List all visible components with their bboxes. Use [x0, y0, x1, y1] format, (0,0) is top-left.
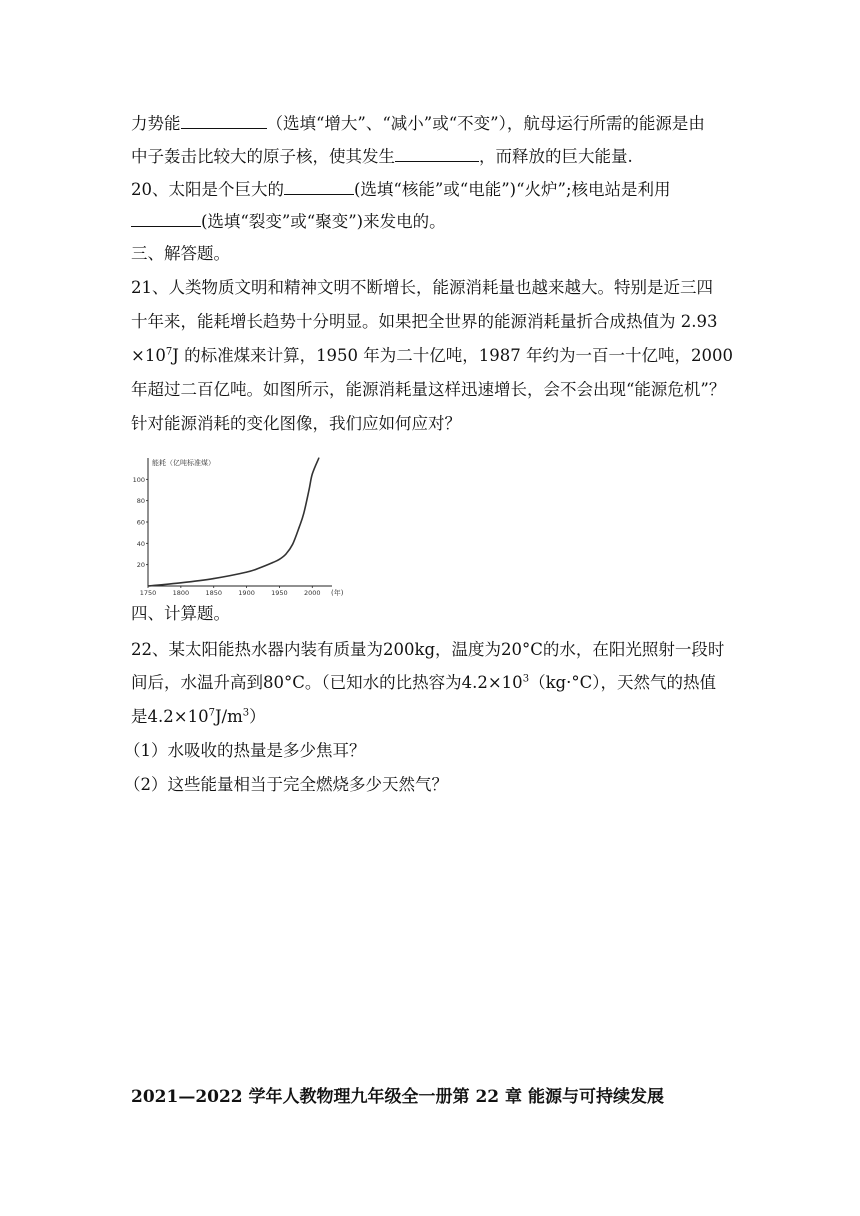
x-tick-label: 2000 [304, 589, 321, 597]
y-axis-label: 能耗（亿吨标准煤） [152, 459, 215, 467]
q19-text: ，而释放的巨大能量. [479, 147, 633, 166]
data-point [303, 513, 304, 514]
x-tick-label: 1950 [271, 589, 288, 597]
q22-text: （kg·°C），天然气的热值 [529, 673, 716, 692]
q21-line4: 年超过二百亿吨。如图所示，能源消耗量这样迅速增长，会不会出现“能源危机”？ [131, 380, 726, 399]
y-tick-label: 100 [132, 475, 145, 484]
y-tick-label: 80 [136, 497, 145, 506]
q20-line2 [131, 208, 446, 234]
data-point [285, 553, 286, 554]
q22-sub1: （1）水吸收的热量是多少焦耳？ [124, 741, 366, 760]
exponent: 7 [165, 346, 173, 358]
q21-text: J 的标准煤来计算，1950 年为二十亿吨，1987 年约为一百一十亿吨，2000 [172, 346, 734, 365]
q21-line1: 21、人类物质文明和精神文明不断增长，能源消耗量也越来越大。特别是近三四 [131, 278, 713, 297]
x-axis-label: (年) [331, 589, 344, 597]
answer-blank[interactable] [395, 143, 479, 162]
q19-line2 [131, 143, 633, 169]
data-point [259, 567, 260, 568]
answer-blank[interactable] [284, 176, 354, 195]
y-tick-label: 60 [136, 518, 145, 527]
x-tick-label: 1800 [172, 589, 190, 597]
data-point [147, 585, 148, 586]
data-point [299, 527, 300, 528]
data-point [272, 562, 273, 563]
q19-text: （选填“增大”、“减小”或“不变”），航母运行所需的能源是由 [266, 114, 705, 133]
q22-text: ） [249, 707, 266, 726]
q20-text: (选填“裂变”或“聚变”)来发电的。 [201, 212, 446, 231]
series-line [148, 458, 319, 586]
x-tick-label: 1750 [139, 589, 157, 597]
data-point [180, 582, 181, 583]
q20-line1 [131, 176, 671, 202]
q19-line1 [131, 110, 705, 136]
data-point [279, 559, 280, 560]
section-heading: 三、解答题。 [131, 244, 230, 263]
document-footer-title: 2021—2022 学年人教物理九年级全一册第 22 章 能源与可持续发展 [131, 1087, 664, 1107]
exponent: 3 [522, 673, 530, 685]
y-tick-label: 40 [136, 539, 145, 548]
q22-text: 间后，水温升高到80°C。（已知水的比热容为4.2×10 [131, 673, 523, 692]
y-tick-label: 20 [136, 561, 145, 570]
q20-text: (选填“核能”或“电能”)“火炉”;核电站是利用 [354, 180, 671, 199]
q21-line5: 针对能源消耗的变化图像，我们应如何应对？ [131, 414, 461, 433]
energy-consumption-chart [128, 452, 344, 600]
data-point [213, 578, 214, 579]
q21-line3 [131, 344, 733, 368]
answer-blank[interactable] [181, 110, 267, 129]
data-point [308, 489, 309, 490]
q22-line3 [131, 705, 266, 729]
q22-text: 是4.2×10 [131, 707, 209, 726]
q21-line2: 十年来，能耗增长趋势十分明显。如果把全世界的能源消耗量折合成热值为 2.93 [131, 312, 718, 331]
q22-line2 [131, 671, 716, 695]
data-point [318, 457, 319, 458]
q22-sub2: （2）这些能量相当于完全燃烧多少天然气？ [124, 775, 448, 794]
section-heading: 四、计算题。 [131, 604, 230, 623]
q19-text: 中子轰击比较大的原子核，使其发生 [131, 147, 395, 166]
q19-text: 力势能 [131, 114, 181, 133]
answer-blank[interactable] [131, 208, 201, 227]
exponent: 7 [208, 707, 215, 719]
data-point [292, 544, 293, 545]
q22-line1: 22、某太阳能热水器内装有质量为200kg，温度为20°C的水，在阳光照射一段时 [131, 640, 725, 659]
q21-text: ×10 [131, 346, 166, 365]
x-tick-label: 1900 [238, 589, 255, 597]
data-point [246, 572, 247, 573]
x-tick-label: 1850 [205, 589, 222, 597]
exponent: 3 [242, 707, 250, 719]
q20-text: 20、太阳是个巨大的 [131, 180, 284, 199]
q22-text: J/m [214, 707, 243, 726]
data-point [312, 473, 313, 474]
